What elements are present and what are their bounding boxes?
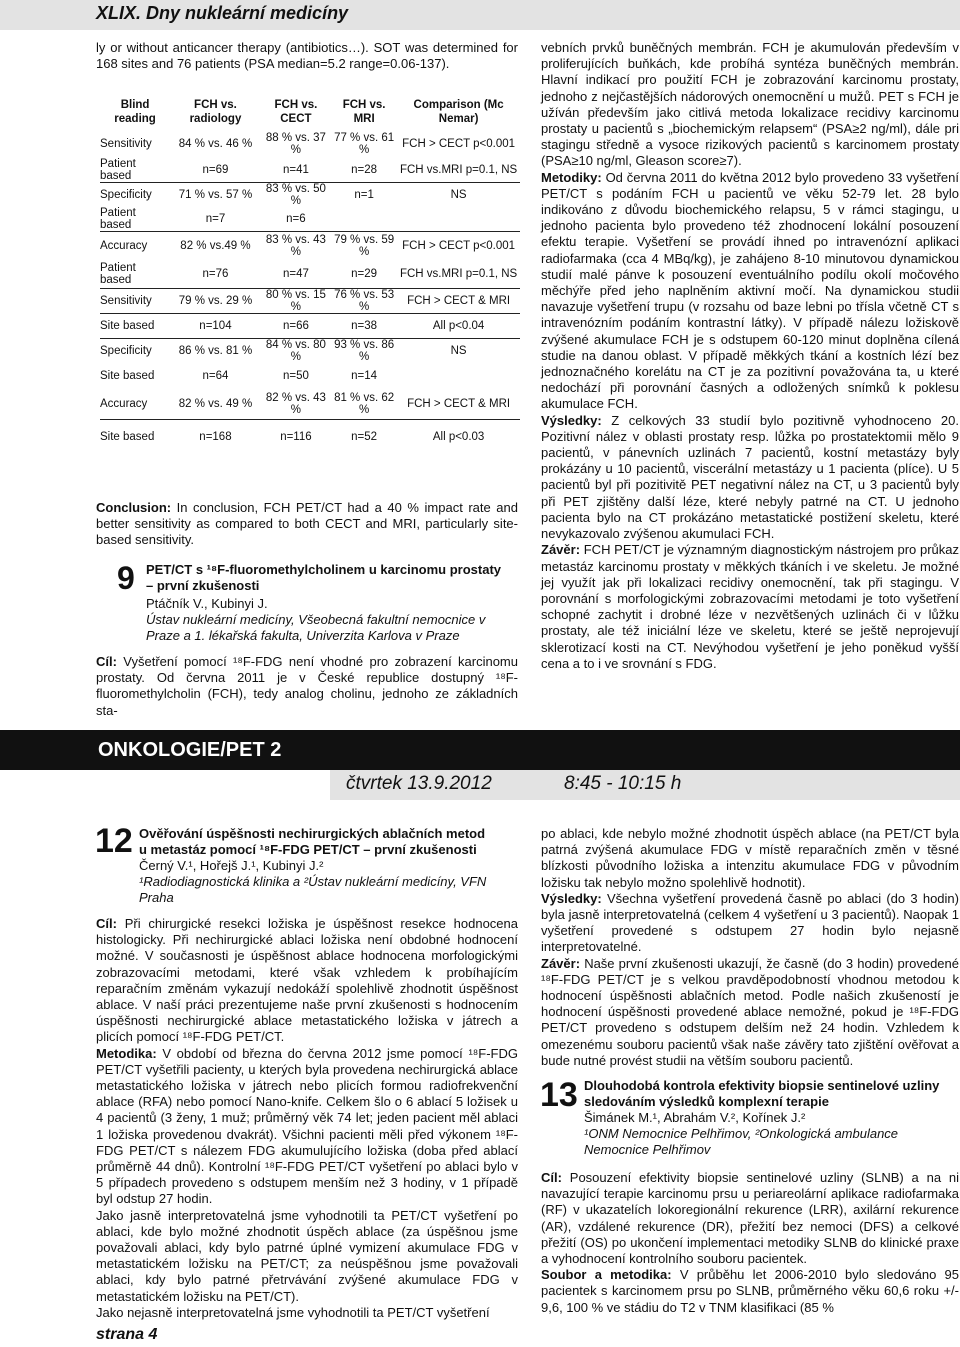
intro-text [96, 40, 518, 72]
abstract-13-title-line2: sledováním výsledků komplexní terapie [584, 1094, 829, 1109]
abstract-13-body [541, 1170, 959, 1316]
table-cell: 84 % vs. 80 % [261, 339, 331, 364]
session-time: 8:45 - 10:15 h [564, 773, 682, 794]
table-cell: FCH > CECT & MRI [407, 398, 511, 410]
abstract-13-soubor-text: V průběhu let 2006-2010 bylo sledováno 95 pacientek s karcinomem prsu po SLNB, průměrného věku 60,6 roku +/- 9,6, 100 % ve stádiu do T2 v TNM klasifikaci (85 % [541, 1267, 959, 1315]
table-cell: FCH vs.MRI p=0.1, NS [399, 164, 518, 176]
table-cell: 80 % vs. 15 % [261, 289, 331, 314]
page-footer: strana 4 [96, 1326, 158, 1343]
table-header-cell: FCH vs. MRI [342, 99, 386, 125]
section-title: ONKOLOGIE/PET 2 [98, 739, 282, 761]
table-cell: n=168 [170, 420, 261, 455]
abstract-12-p3: Jako jasně interpretovatelná jsme vyhodnotili ta PET/CT vyšetření po ablaci, kde bylo možné zhodnotit úspěch ablace (za úspěšnou jsme považovali ablaci, kdy bylo patrné úplné vymizení akumulace FDG v metastatickém ložisku na PET/CT; za neúspěšnou jsme považovali ablaci, kdy bylo patrné přetrvávání zvýšené akumulace FDG v metastatickém ložisku na PET/CT). [96, 1207, 518, 1304]
table-cell: Patient based [100, 207, 136, 231]
abstract-12-title-line1: Ověřování úspěšnosti nechirurgických ablačních metod [139, 826, 486, 841]
abstract-12-p4: Jako nejasně interpretovatelná jsme vyhodnotili ta PET/CT vyšetření [96, 1304, 490, 1320]
abstract-9-title [146, 562, 518, 594]
conclusion-text: In conclusion, FCH PET/CT had a 40 % impact rate and better sensitivity as compared to both CECT and MRI, particularly site-based sensitivity. [96, 500, 518, 548]
table-cell: n=66 [261, 314, 331, 339]
table-cell [331, 207, 397, 232]
table-cell: NS [397, 339, 520, 364]
table-cell: n=104 [170, 314, 261, 339]
abstract-12-meta [139, 858, 519, 907]
table-header-cell: Blind reading [114, 99, 156, 125]
table-row [100, 339, 520, 364]
metodiky-label: Metodiky: [541, 169, 602, 185]
abstract-12-title [139, 826, 519, 858]
abstract-12-vysledky-text: Všechna vyšetření provedená časně po ablaci (do 3 hodin) byla jasně interpretovatelná (celkem 4 vyšetření u 3 pacientů). Naopak 1 vyšetření provedené s odstupem 27 hodin bylo nejasně interpretovatelné. [541, 890, 959, 955]
table-cell: FCH > CECT p<0.001 [402, 138, 516, 150]
table-cell: All p<0.04 [397, 314, 520, 339]
conclusion-block [96, 500, 518, 549]
abstract-9-cil [96, 654, 518, 719]
table-cell: n=1 [331, 183, 397, 208]
table-cell: 79 % vs. 29 % [170, 289, 261, 314]
abstract-13-cil-label: Cíl: [541, 1170, 562, 1185]
table-cell: Patient based [100, 158, 136, 182]
table-header-cell: Comparison (Mc Nemar) [413, 99, 504, 125]
abstract-12-metodika-text: V období od března do června 2012 jsme pomocí ¹⁸F-FDG PET/CT vyšetřili pacienty, u kterých byla provedena nechirurgická ablace metastatického ložiska v játrech nebo plicích formou radiofrekvenční ablace (RFA) nebo pomocí Nano-knife. Celkem šlo o 6 ablací 5 ložisek u 4 pacientů (3 ženy, 1 muž; průměrný věk 74 let; jeden pacient měl ablaci 1 ložiska provedenou dvakrát). Všichni pacienti měli před výkonem ¹⁸F-FDG PET/CT s nálezem FDG akumulujícího ložiska (doba před ablací průměrně 44 dnů). Kontrolní ¹⁸F-FDG PET/CT vyšetření po ablaci bylo v 5 případech provedeno s odstupem menším než 3 hodiny, v 1 případě byl odstup 27 hodin. [96, 1045, 518, 1207]
table-cell: n=6 [286, 213, 306, 225]
abstract-13-cil-text: Posouzení efektivity biopsie sentinelové uzliny (SLNB) a na ni navazující terapie karcinomu prsu u periareolární aplikace radiofarmaka (RF) v ukazatelích lokoregionální rekurence (LRR), axilární rekurence (AR), vzdálené rekurence (DR), přežití bez nemoci (DFS) a celkové přežití (OS) po ukončení implementaci metodiky SLNB do klinické praxe a vyhodnocení kontrolního souboru pacientek. [541, 1170, 959, 1267]
table-cell: 76 % vs. 53 % [331, 289, 397, 314]
table-cell: 82 % vs. 43 % [265, 392, 326, 416]
abstract-12-right-p1: po ablaci, kde nebylo možné zhodnotit úspěch ablace (na PET/CT byla patrná zvýšená akumulace FDG v místě reparačních změn v těsné blízkosti původního ložiska a intenzitu akumulace FDG v původním ložisku tak nebylo možno spolehlivě hodnotit). [541, 826, 959, 890]
intro-paragraph: ly or without anticancer therapy (antibiotics…). SOT was determined for 168 sites and 76 patients (PSA median=5.2 range=0.06-137). [96, 40, 518, 72]
abstract-13-title [584, 1078, 960, 1110]
abstract-12-right [541, 826, 959, 1069]
table-row [100, 363, 520, 389]
abstract-9-title-line1: PET/CT s ¹⁸F-fluoromethylcholinem u karcinomu prostaty [146, 562, 502, 577]
table-cell: Specificity [100, 183, 170, 208]
abstract-13-number: 13 [540, 1076, 578, 1114]
abstract-9-cil-label: Cíl: [96, 654, 117, 669]
table-cell: 79 % vs. 59 % [331, 232, 397, 261]
table-cell: 83 % vs. 43 % [261, 232, 331, 261]
metodiky-text: Od června 2011 do května 2012 bylo provedeno 33 vyšetření PET/CT s podáním FCH u pacientů ve věku 52-79 let. 28 bylo indikováno z důvodu biochemického relapsu, 5 v rámci stagingu, u jednoho pacienta bylo provedeno též zhodnocení lokální posouzení efektu terapie. Vyšetření se provádí ihned po intravenózní aplikaci radiofarmaka (cca 4 MBq/kg), je zahájeno 8-10 minutovou dynamickou studií malé pánve k posouzení eventuálního podílu okolí močového měchýře před jeho naplněním aktivní močí. Na dynamickou studii navazuje vyšetření trupu (v rozsahu od baze lebni po třísla včetně CT s intravenózním podáním kontrastní látky). V případě nálezu ložiskově zvýšené akumulace FCH je s odstupem 60-120 minut doplněna cílená studie na danou oblast. V případě měkkých tkání a kostních lézí bez jednoznačného korelátu na CT je za pozitivní považována ta, u které nedochází při porovnání časných a odložených snímků k poklesu akumulace FCH. [541, 169, 959, 412]
table-row [100, 130, 520, 158]
table-cell: n=7 [205, 213, 226, 225]
table-cell: n=41 [282, 164, 309, 176]
table-row [100, 158, 520, 183]
abstract-9-title-line2: – první zkušenosti [146, 578, 260, 593]
table-cell: n=29 [351, 268, 378, 280]
abstract-12-zaver-text: Naše první zkušenosti ukazují, že časně (do 3 hodin) provedené ¹⁸F-FDG PET/CT je s velkou pravděpodobností vhodnou metodou k hodnocení úspěšnosti ablačních metod. Podle našich zkušeností je hodnocení úspěšnosti provedené ablace nemožné, pokud je ¹⁸F-FDG PET/CT provedeno s odstupem delším než 24 hodin. Vzhledem k omezenému souboru pacientů však naše závěry tato zjištění ověřovat a bude nutné provést studii na větším souboru pacientů. [541, 955, 959, 1068]
abstract-9-cil-text: Vyšetření pomocí ¹⁸F-FDG není vhodné pro zobrazení karcinomu prostaty. Od června 2011 je v České republice dostupný ¹⁸F-fluoromethylcholin (FCH), tedy analog cholinu, jednoho ze základních sta- [96, 654, 518, 718]
abstract-13-authors: Šimánek M.¹, Abrahám V.², Kořínek J.² [584, 1110, 806, 1125]
table-cell: n=64 [202, 370, 229, 382]
table-cell: n=69 [202, 164, 229, 176]
abstract-12-body [96, 916, 518, 1321]
table-cell: NS [397, 183, 520, 208]
table-cell: FCH vs.MRI p=0.1, NS [399, 268, 518, 280]
conclusion-label: Conclusion: [96, 500, 172, 515]
table-cell: Specificity [100, 339, 170, 364]
abstract-12-authors: Černý V.¹, Hořejš J.¹, Kubinyi J.² [139, 858, 324, 873]
table-cell: Accuracy [100, 232, 170, 261]
table-cell: 82 % vs. 49 % [178, 398, 253, 410]
abstract-9-number: 9 [117, 560, 135, 596]
table-cell: Sensitivity [100, 138, 152, 150]
table-row [100, 232, 520, 261]
results-table [100, 94, 520, 454]
table-row [100, 389, 520, 420]
table-cell: Accuracy [100, 398, 148, 410]
table-row [100, 207, 520, 232]
table-row [100, 260, 520, 289]
vysledky-text: Z celkových 33 studií bylo pozitivně vyhodnoceno 20. Pozitivní nález v oblasti prostaty resp. lůžka po prostatektomii mělo 9 pacientů, v pánevních uzlinách 7 pacientů, kostní metastázy byly prokázány u 10 pacientů, viscerální metastázy u 1 pacienta (plíce). U 5 pacientů byl při pozitivitě PET negativní nález na CT, u 3 pacientů byly při PET zjištěny další léze, které nebyly patrné na CT. U jednoho pacienta bylo na CT prokázáno metastatické postižení skeletu, které nevykazovalo zvýšenou akumulaci FCH. [541, 412, 959, 542]
abstract-12-metodika-label: Metodika: [96, 1045, 157, 1061]
table-cell [397, 207, 520, 232]
abstract-9-authors: Ptáčník V., Kubinyi J. [146, 596, 268, 611]
abstract-12-affiliation: ¹Radiodiagnostická klinika a ²Ústav nukleární medicíny, VFN Praha [139, 874, 487, 906]
table-header-cell: FCH vs. CECT [274, 99, 318, 125]
table-cell: 83 % vs. 50 % [261, 183, 331, 208]
table-cell: 84 % vs. 46 % [178, 138, 253, 150]
section-bar [0, 730, 960, 770]
abstract-12-cil-text: Při chirurgické resekci ložiska je úspěšnost resekce hodnocena histologicky. Při nechirurgické ablaci ložiska není obdobné hodnocení možné. V současnosti je úspěšnost ablace hodnocena morfologickými zobrazovacími metodami, které však vzhledem k probíhajícím reparačním změnám vykazují nedokáží spolehlivě zhodnotit úspěšnost ablace. V naší práci prezentujeme naše první zkušenosti s hodnocením úspěšnosti nechirurgické ablace metastatického ložiska v játrech a plicích pomocí ¹⁸F-FDG PET/CT. [96, 916, 518, 1045]
table-cell: Site based [100, 370, 155, 382]
table-cell: 77 % vs. 61 % [334, 132, 395, 156]
table-row [100, 183, 520, 208]
table-cell: n=47 [282, 268, 309, 280]
table-cell: n=14 [351, 370, 378, 382]
table-row [100, 314, 520, 339]
table-cell: 82 % vs.49 % [170, 232, 261, 261]
table-header-row [100, 94, 520, 130]
table-header-cell: FCH vs. radiology [189, 99, 242, 125]
table-cell: n=76 [202, 268, 229, 280]
session-date: čtvrtek 13.9.2012 [346, 773, 492, 794]
zaver-text: FCH PET/CT je významným diagnostickým nástrojem pro průkaz metastáz karcinomu prostaty v měkkých tkáních i ve skeletu. Je možné jej využít jak při lokalizaci recidivy onemocnění, tak při stagingu. V porovnání s morfologickými zobrazovacími metodami je toto vyšetření schopné zachytit i drobné léze v nezvětšených uzlinách či v lůžku prostaty, ale též iniciální léze ve skeletu, které se ještě neprojevují sklerotizací kosti na CT. Nevýhodou vyšetření je jeho poněkud vyšší cena a to i ve srovnání s FDG. [541, 542, 959, 671]
abstract-12-title-line2: u metastáz pomocí ¹⁸F-FDG PET/CT – první zkušenosti [139, 842, 477, 857]
table-cell: FCH > CECT & MRI [397, 289, 520, 314]
table-cell: n=28 [351, 164, 378, 176]
table-cell: n=52 [331, 420, 397, 455]
session-bar [330, 770, 960, 800]
table-cell: All p<0.03 [397, 420, 520, 455]
vysledky-label: Výsledky: [541, 412, 602, 428]
table-cell: 81 % vs. 62 % [334, 392, 395, 416]
table-cell: 88 % vs. 37 % [265, 132, 326, 156]
abstract-12-number: 12 [95, 822, 133, 860]
table-cell: 93 % vs. 86 % [331, 339, 397, 364]
table-cell: 71 % vs. 57 % [170, 183, 261, 208]
table-cell: n=116 [261, 420, 331, 455]
table-cell: Sensitivity [100, 289, 170, 314]
table-cell: Site based [100, 314, 170, 339]
header-bar [0, 0, 960, 30]
abstract-13-meta [584, 1110, 960, 1159]
table-cell: 86 % vs. 81 % [170, 339, 261, 364]
abstract-9-affiliation: Ústav nukleární medicíny, Všeobecná fakultní nemocnice v Praze a 1. lékařská fakulta, Univerzita Karlova v Praze [146, 612, 486, 644]
abstract-13-soubor-label: Soubor a metodika: [541, 1267, 672, 1283]
table-row [100, 289, 520, 314]
abstract-12-zaver-label: Závěr: [541, 955, 581, 971]
table-cell [397, 363, 520, 389]
abstract-12-vysledky-label: Výsledky: [541, 890, 602, 906]
abstract-9-meta [146, 596, 518, 645]
zaver-label: Závěr: [541, 542, 581, 558]
abstract-13-affiliation: ¹ONM Nemocnice Pelhřimov, ²Onkologická ambulance Nemocnice Pelhřimov [584, 1126, 899, 1158]
table-cell: n=50 [282, 370, 309, 382]
table-cell: Patient based [100, 262, 136, 286]
table-cell: FCH > CECT p<0.001 [397, 232, 520, 261]
table-cell: n=38 [331, 314, 397, 339]
abstract-12-cil-label: Cíl: [96, 916, 117, 931]
header-title: XLIX. Dny nukleární medicíny [96, 3, 349, 23]
table-cell: Site based [100, 420, 170, 455]
abstract-13-title-line1: Dlouhodobá kontrola efektivity biopsie sentinelové uzliny [584, 1078, 940, 1093]
right-column-top [541, 40, 959, 672]
table-row [100, 420, 520, 455]
right-p1: vebních prvků buněčných membrán. FCH je akumulován především v proliferujících buňkách, kde probíhá syntéza buněčných membrán. Hlavní indikací pro použití FCH je zobrazování karcinomu prostaty, jednoho z nejčastějších nádorových onemocnění u mužů. PET s FCH je užíván především jako citlivá metoda lokalizace recidivy karcinomu prostaty u pacientů s „biochemickým relapsem“ (PSA≥2 ng/ml), dále pri stagingu středně a vysoce rizikových pacientů s karcinomem prostaty (PSA≥10 ng/ml, Gleason score≥7). [541, 40, 959, 169]
